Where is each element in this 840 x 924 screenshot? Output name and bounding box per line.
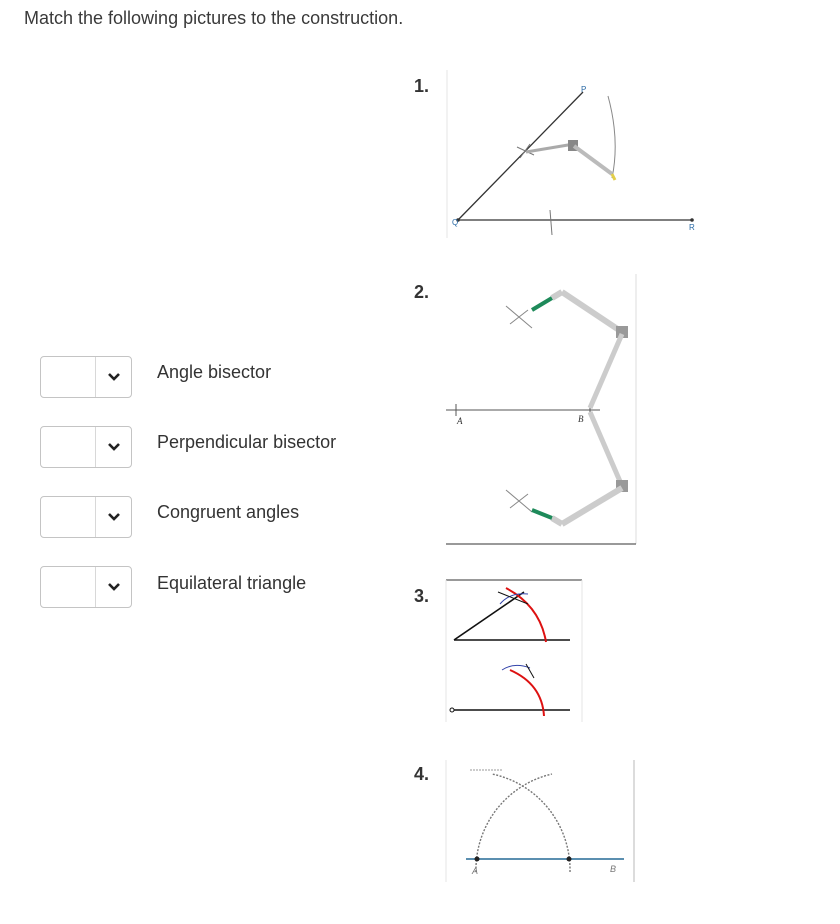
- chevron-down-icon[interactable]: [105, 440, 123, 454]
- picture-number-3: 3.: [414, 586, 430, 606]
- picture-number-4: 4.: [414, 764, 430, 784]
- select-divider: [95, 497, 96, 537]
- match-select-1[interactable]: [40, 356, 132, 398]
- picture-1-angle-bisector: [440, 70, 720, 240]
- match-select-4[interactable]: [40, 566, 132, 608]
- point-label-r: R: [689, 223, 695, 232]
- question-prompt: Match the following pictures to the construction.: [24, 8, 404, 28]
- select-divider: [95, 567, 96, 607]
- match-label-angle-bisector: Angle bisector: [157, 362, 272, 382]
- picture-2-perpendicular-bisector: [440, 272, 640, 548]
- chevron-down-icon[interactable]: [105, 580, 123, 594]
- picture-number-1: 1.: [414, 76, 430, 96]
- chevron-down-icon[interactable]: [105, 510, 123, 524]
- picture-number-2: 2.: [414, 282, 430, 302]
- match-select-3[interactable]: [40, 496, 132, 538]
- point-label-p: P: [581, 85, 587, 94]
- picture-3-congruent-angles: [440, 576, 590, 726]
- point-label-b: B: [578, 414, 584, 424]
- match-label-congruent-angles: Congruent angles: [157, 502, 300, 522]
- select-divider: [95, 357, 96, 397]
- point-label-q: Q: [452, 218, 459, 227]
- point-label-a: A: [472, 866, 479, 876]
- point-label-a: A: [457, 416, 463, 426]
- chevron-down-icon[interactable]: [105, 370, 123, 384]
- match-label-perpendicular-bisector: Perpendicular bisector: [157, 432, 337, 452]
- match-select-2[interactable]: [40, 426, 132, 468]
- match-label-equilateral-triangle: Equilateral triangle: [157, 573, 307, 593]
- picture-4-equilateral-triangle: [440, 756, 640, 886]
- point-label-b: B: [610, 864, 617, 874]
- select-divider: [95, 427, 96, 467]
